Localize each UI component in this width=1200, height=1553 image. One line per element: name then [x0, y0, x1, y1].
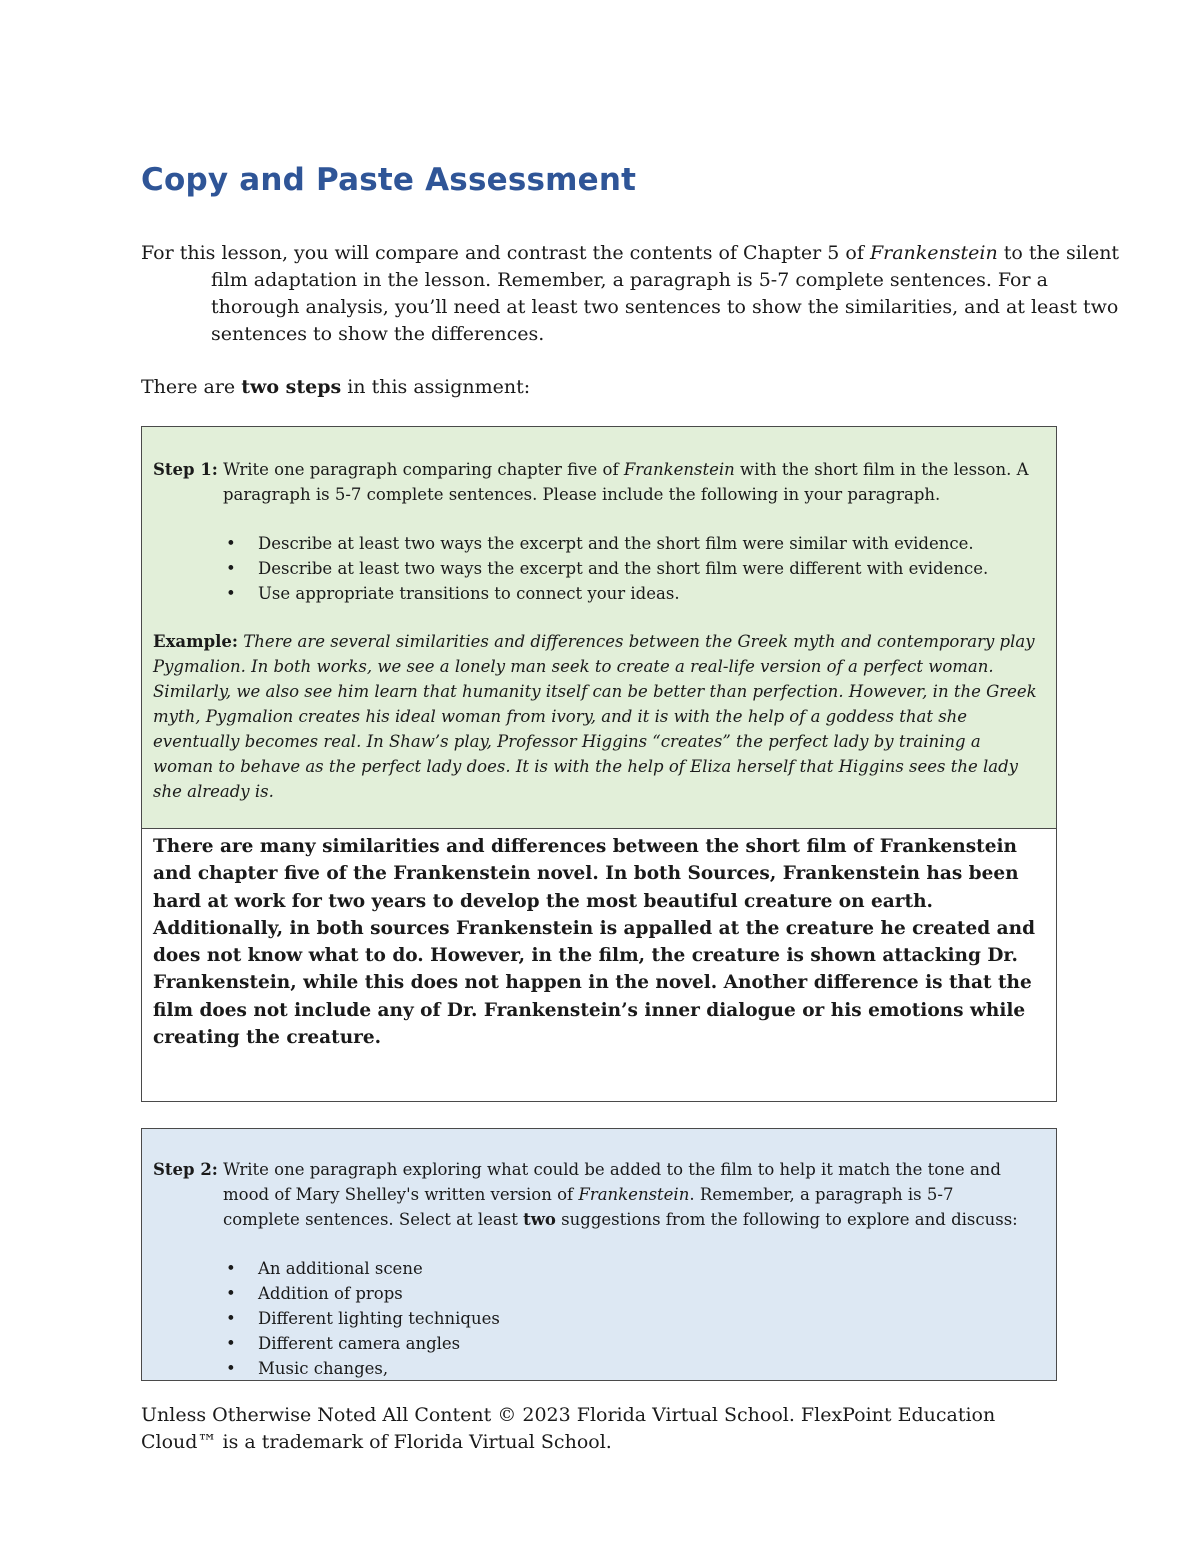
book-title: Frankenstein [869, 242, 998, 264]
steps-line: There are two steps in this assignment: [141, 376, 531, 398]
step2-instructions: Step 2: Write one paragraph exploring what could be added to the film to help it match the tone and mood of Mary Shelley's written version of Frankenstein. Remember, a paragraph is 5-7 complete sentences. Select at least two suggestions from the following to explore and discuss: [153, 1160, 1018, 1229]
example-paragraph: Example: There are several similarities and differences between the Greek myth and contemporary play Pygmalion. In both works, we see a lonely man seek to create a real-life version of a perfect woman. Similarly, we also see him learn that humanity itself can be better than perfection. However, in the Greek myth, Pygmalion creates his ideal woman from ivory, and it is with the help of a goddess that she eventually becomes real. In Shaw’s play, Professor Higgins “creates” the perfect lady by training a woman to behave as the perfect lady does. It is with the help of Eliza herself that Higgins sees the lady she already is. [153, 632, 1037, 801]
intro-paragraph: For this lesson, you will compare and contrast the contents of Chapter 5 of Frankenstein to the silent film adaptation in the lesson. Remember, a paragraph is 5-7 complete sentences. For a thorough analysis, you’ll need at least two sentences to show the similarities, and at least two sentences to show the differences. [141, 242, 1120, 345]
list-item: • Different camera angles [220, 1331, 500, 1356]
bullet-icon: • [226, 534, 236, 553]
step1-label: Step 1: [153, 460, 218, 479]
list-item: • Different lighting techniques [220, 1306, 500, 1331]
bullet-icon: • [226, 1334, 236, 1353]
bullet-icon: • [226, 584, 236, 603]
step2-label: Step 2: [153, 1160, 218, 1179]
list-item: • An additional scene [220, 1256, 500, 1281]
bullet-icon: • [226, 1259, 236, 1278]
step1-bullet-list [220, 531, 988, 606]
bullet-icon: • [226, 1284, 236, 1303]
example-label: Example: [153, 632, 238, 651]
list-item: • Use appropriate transitions to connect your ideas. [220, 581, 988, 606]
step2-bullet-list [220, 1256, 500, 1381]
answer-text[interactable]: There are many similarities and differences between the short film of Frankenstein and chapter five of the Frankenstein novel. In both Sources, Frankenstein has been hard at work for two years to develop the most beautiful creature on earth. Additionally, in both sources Frankenstein is appalled at the creature he created and does not know what to do. However, in the film, the creature is shown attacking Dr. Frankenstein, while this does not happen in the novel. Another difference is that the film does not include any of Dr. Frankenstein’s inner dialogue or his emotions while creating the creature. [153, 836, 1036, 1049]
list-item: • Describe at least two ways the excerpt and the short film were similar with evidence. [220, 531, 988, 556]
list-item: • Describe at least two ways the excerpt and the short film were different with evidence. [220, 556, 988, 581]
list-item: • Music changes, [220, 1356, 500, 1381]
step2-box [141, 1128, 1057, 1381]
bullet-icon: • [226, 1359, 236, 1378]
list-item: • Addition of props [220, 1281, 500, 1306]
step1-box [141, 426, 1057, 829]
copyright-footer: Unless Otherwise Noted All Content © 2023 Florida Virtual School. FlexPoint Education Cloud™ is a trademark of Florida Virtual School. [141, 1404, 996, 1453]
bullet-icon: • [226, 1309, 236, 1328]
page-title: Copy and Paste Assessment [141, 162, 637, 198]
step1-instructions: Step 1: Write one paragraph comparing chapter five of Frankenstein with the short film in the lesson. A paragraph is 5-7 complete sentences. Please include the following in your paragraph. [153, 460, 1029, 504]
bullet-icon: • [226, 559, 236, 578]
answer-box[interactable] [141, 828, 1057, 1102]
